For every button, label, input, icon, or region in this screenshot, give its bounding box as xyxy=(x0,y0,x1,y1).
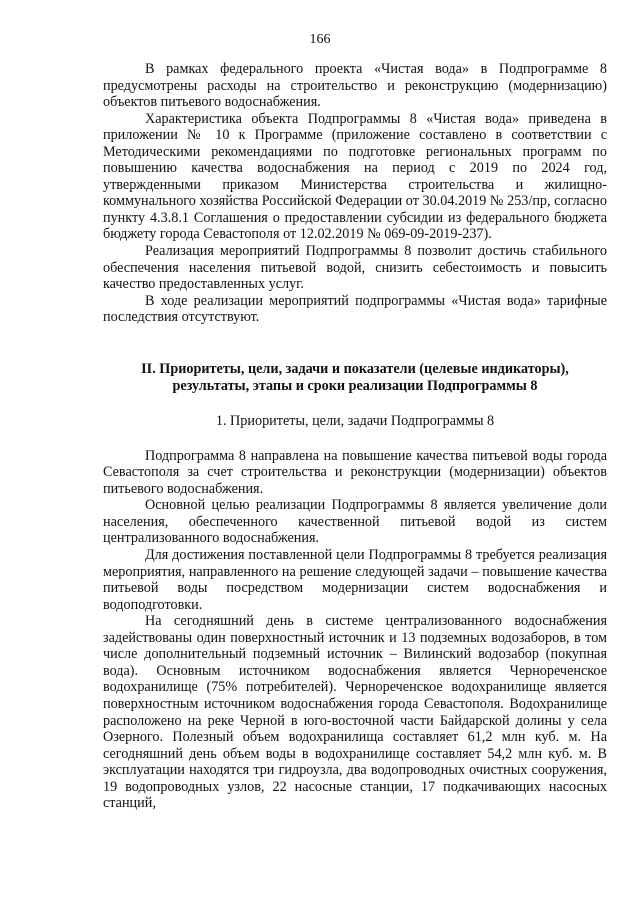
page-number: 166 xyxy=(309,32,331,47)
subsection-heading: 1. Приоритеты, цели, задачи Подпрограммы 8 xyxy=(215,412,495,429)
body-paragraph: Для достижения поставленной цели Подпрограммы 8 требуется реализация мероприятия, направленного на решение следующей задачи – повышение качества питьевой воды посредством модернизации систем водоснабжения и водоподготовки. xyxy=(103,547,607,613)
body-paragraph: Подпрограмма 8 направлена на повышение качества питьевой воды города Севастополя за счет строительства и реконструкции (модернизации) объектов питьевого водоснабжения. xyxy=(103,447,607,497)
body-paragraph: На сегодняшний день в системе централизованного водоснабжения задействованы один поверхностный источник и 13 подземных водозаборов, в том числе дополнительный подземный источник – Вилинский водозабор (покупная вода). Основным источником водоснабжения является Чернореченское водохранилище (75% потребителей). Чернореченское водохранилище является поверхностным источником водоснабжения города Севастополя. Водохранилище расположено на реке Черной в юго-восточной части Байдарской долины у села Озерного. Полезный объем водохранилища составляет 61,2 млн куб. м. На сегодняшний день объем воды в водохранилище составляет 54,2 млн куб. м. В эксплуатации находятся три гидроузла, два водопроводных очистных сооружения, 19 водопроводных узлов, 22 насосные станции, 17 подкачивающих насосных станций, xyxy=(103,613,607,812)
intro-paragraph: Реализация мероприятий Подпрограммы 8 позволит достичь стабильного обеспечения населения питьевой водой, снизить себестоимость и повысить качество предоставленных услуг. xyxy=(103,243,607,293)
intro-paragraph: В рамках федерального проекта «Чистая вода» в Подпрограмме 8 предусмотрены расходы на строительство и реконструкцию (модернизацию) объектов питьевого водоснабжения. xyxy=(103,61,607,111)
intro-paragraph: Характеристика объекта Подпрограммы 8 «Чистая вода» приведена в приложении № 10 к Программе (приложение составлено в соответствии с Методическими рекомендациями по подготовке региональных программ по повышению качества водоснабжения на период с 2019 по 2024 год, утвержденными приказом Министерства строительства и жилищно-коммунального хозяйства Российской Федерации от 30.04.2019 № 253/пр, согласно пункту 4.3.8.1 Соглашения о предоставлении субсидии из федерального бюджета бюджету города Севастополя от 12.02.2019 № 069-09-2019-237). xyxy=(103,110,607,243)
body-paragraph: Основной целью реализации Подпрограммы 8 является увеличение доли населения, обеспеченного качественной питьевой водой из систем централизованного водоснабжения. xyxy=(103,497,607,547)
section-heading: II. Приоритеты, цели, задачи и показатели (целевые индикаторы), результаты, этапы и сроки реализации Подпрограммы 8 xyxy=(141,360,569,394)
intro-paragraph: В ходе реализации мероприятий подпрограммы «Чистая вода» тарифные последствия отсутствуют. xyxy=(103,292,607,326)
document-content xyxy=(103,61,607,812)
